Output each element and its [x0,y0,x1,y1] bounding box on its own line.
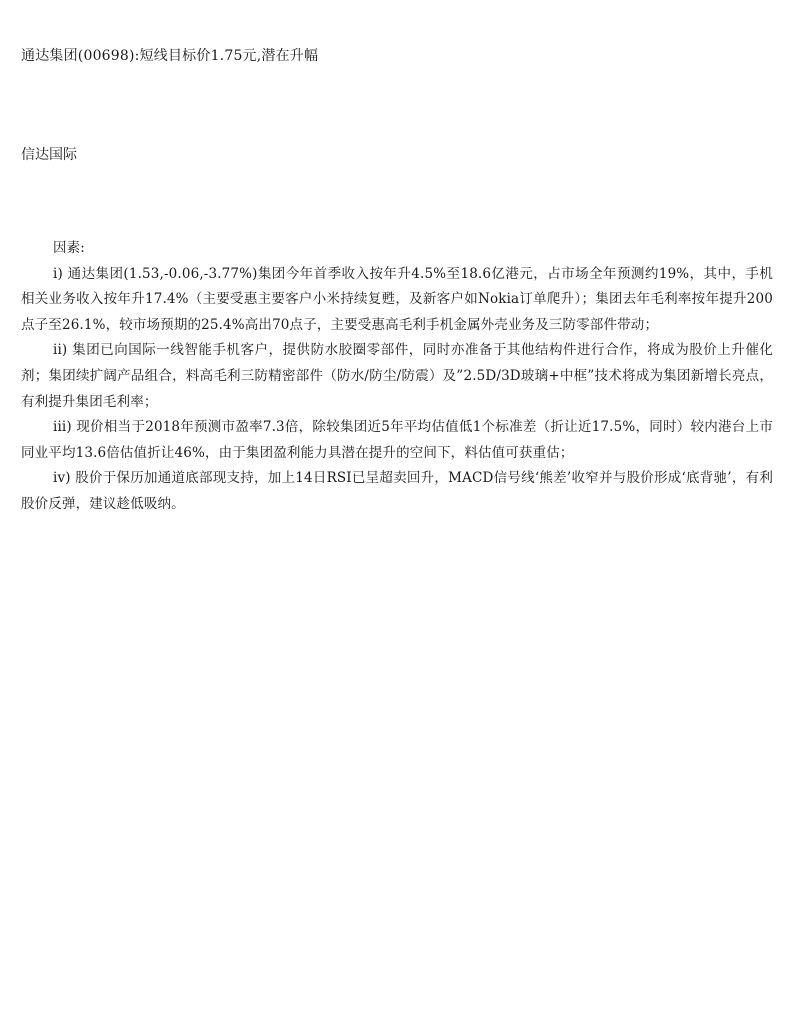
paragraph-iii: iii) 现价相当于2018年预测市盈率7.3倍，除较集团近5年平均估值低1个标准差（折让近17.5%，同时）较内港台上市同业平均13.6倍估值折让46%，由于集团盈利能力具潜在提升的空间下，料估值可获重估； [21,419,773,461]
factors-heading: 因素: [53,240,85,256]
paragraph-iv: iv) 股价于保历加通道底部现支持，加上14日RSI已呈超卖回升，MACD信号线‘熊差’收窄并与股价形成‘底背驰’，有利股价反弹，建议趁低吸纳。 [21,470,773,512]
article-body [21,236,773,518]
article-source: 信达国际 [21,147,77,163]
article-title: 通达集团(00698):短线目标价1.75元,潜在升幅 [21,48,319,64]
paragraph-ii: ii) 集团已向国际一线智能手机客户，提供防水胶圈零部件，同时亦准备于其他结构件进行合作，将成为股价上升催化剂；集团续扩阔产品组合，料高毛利三防精密部件（防水/防尘/防震）及”2.5D/3D玻璃+中框”技术将成为集团新增长亮点，有利提升集团毛利率； [21,342,773,410]
paragraph-i: i) 通达集团(1.53,-0.06,-3.77%)集团今年首季收入按年升4.5%至18.6亿港元，占市场全年预测约19%，其中，手机相关业务收入按年升17.4%（主要受惠主要客户小米持续复甦，及新客户如Nokia订单爬升）；集团去年毛利率按年提升200点子至26.1%，较市场预期的25.4%高出70点子，主要受惠高毛利手机金属外壳业务及三防零部件带动； [21,265,773,333]
